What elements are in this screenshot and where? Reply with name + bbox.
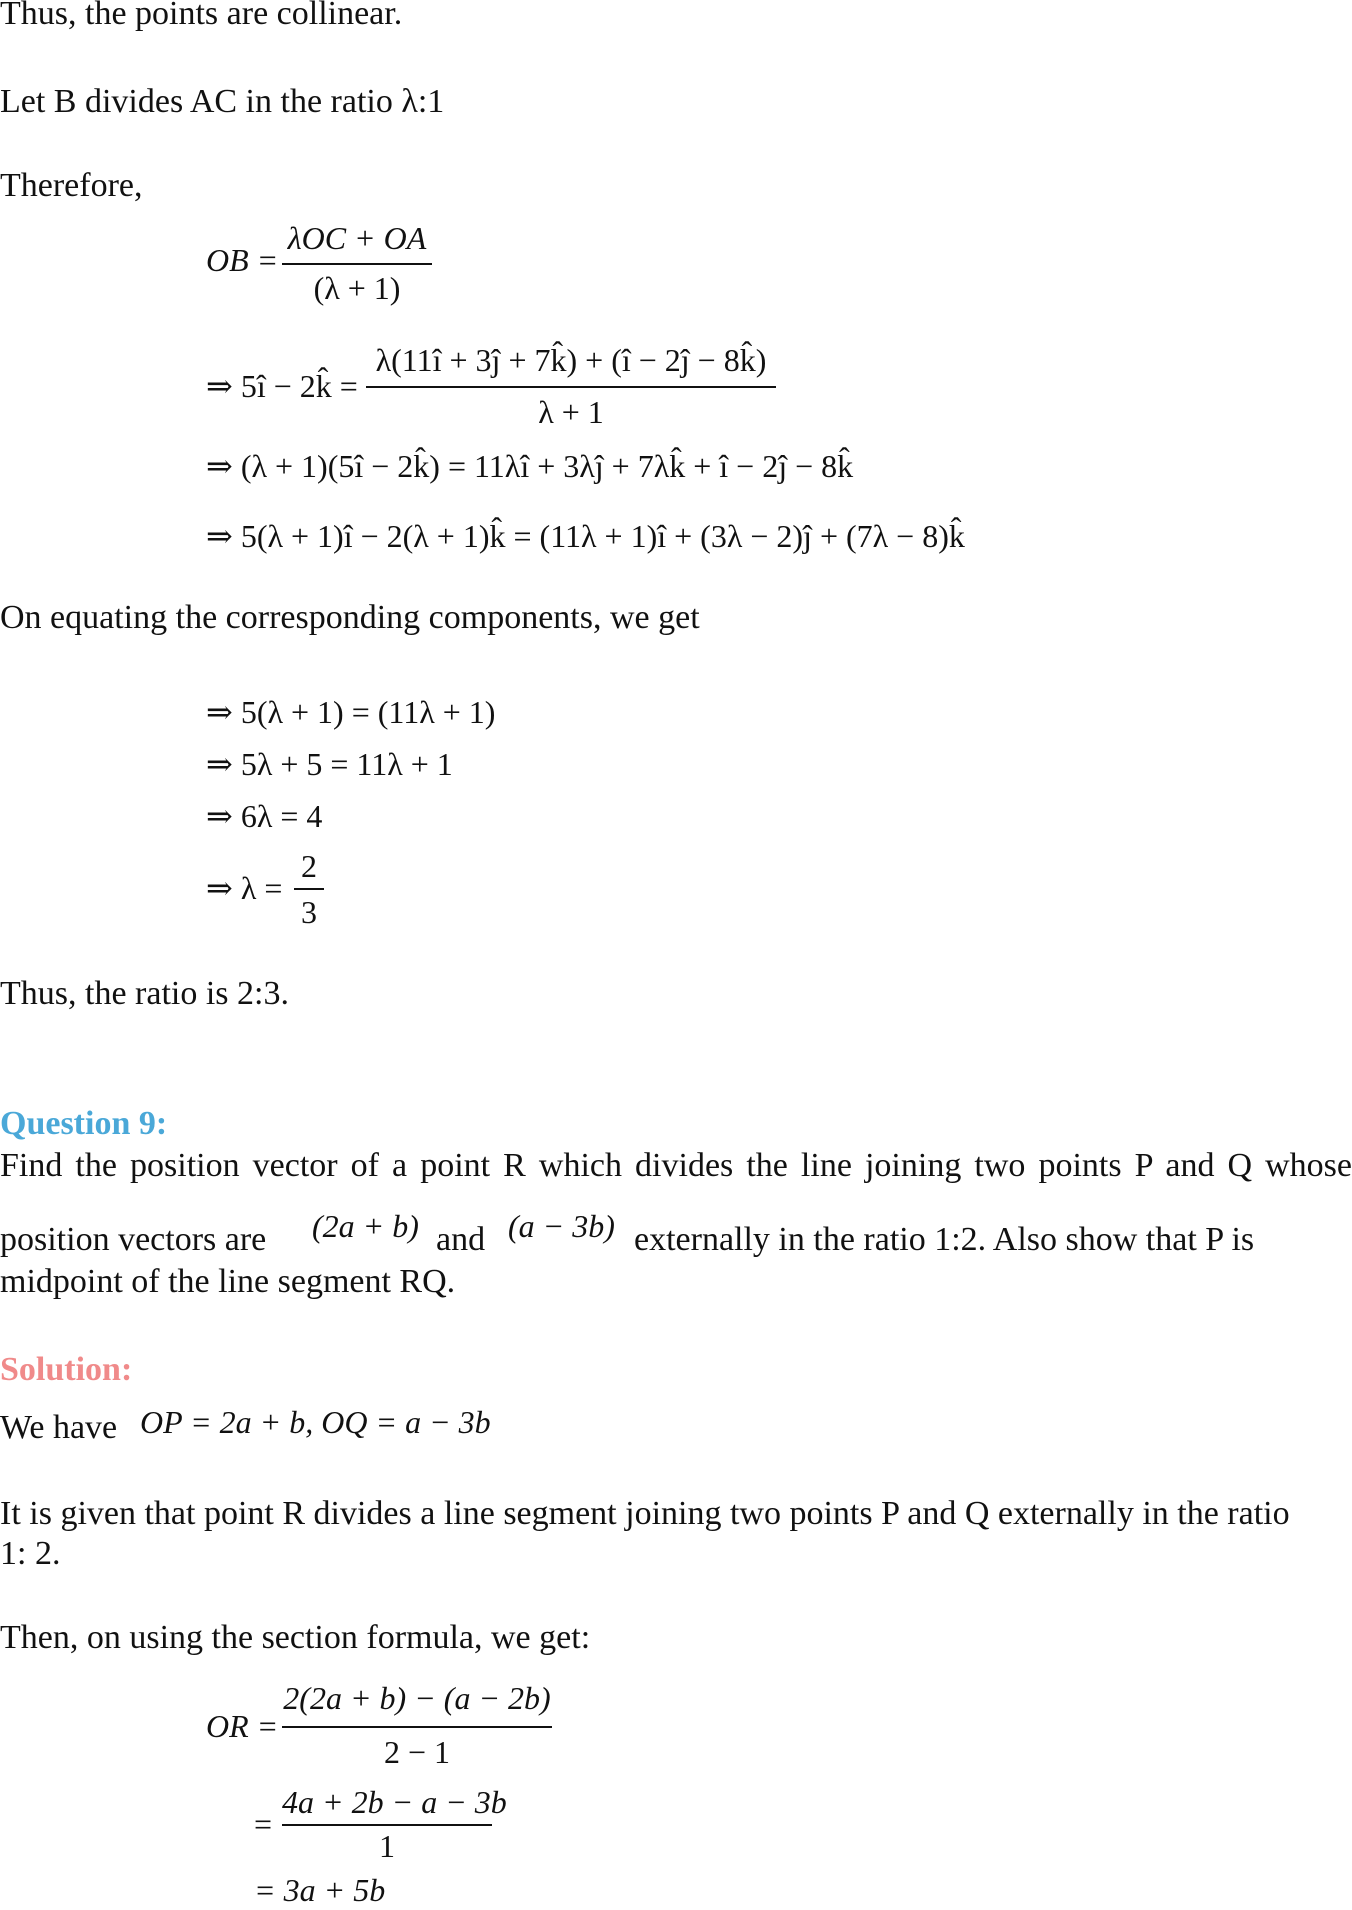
text-equating-components: On equating the corresponding components, we get [0, 599, 700, 636]
question-text-line2a: position vectors are [0, 1221, 267, 1258]
question-text-line1: Find the position vector of a point R which divides the line joining two points P and Q whose [0, 1147, 1352, 1184]
eq-lambda-step1: ⇒ 5(λ + 1) = (11λ + 1) [206, 694, 496, 730]
eq-lambda-step3: ⇒ 6λ = 4 [206, 798, 323, 834]
eq-step2-numerator: λ(11î + 3ĵ + 7k̂) + (î − 2ĵ − 8k̂) [375, 342, 767, 378]
text-ratio-assumption: Let B divides AC in the ratio λ:1 [0, 83, 445, 120]
fraction-bar [294, 888, 324, 890]
text-points-collinear: Thus, the points are collinear. [0, 0, 403, 32]
eq-step3: ⇒ (λ + 1)(5î − 2k̂) = 11λî + 3λĵ + 7λk̂ + î − 2ĵ − 8k̂ [206, 448, 854, 484]
eq-or-final: = 3a + 5b [254, 1872, 386, 1908]
fraction-bar [282, 1726, 552, 1728]
fraction-bar [366, 386, 776, 388]
eq-or-denominator: 2 − 1 [383, 1734, 451, 1770]
question-vector-p: (2a + b) [312, 1208, 419, 1244]
eq-step2-denominator: λ + 1 [538, 394, 604, 430]
solution-given-vectors: OP = 2a + b, OQ = a − 3b [140, 1404, 491, 1440]
question-text-line3: midpoint of the line segment RQ. [0, 1263, 456, 1300]
eq-lambda-step4-lhs: ⇒ λ = [206, 870, 283, 906]
question-heading: Question 9: [0, 1105, 168, 1142]
text-section-formula: Then, on using the section formula, we get: [0, 1619, 591, 1656]
solution-we-have: We have [0, 1409, 118, 1446]
eq-or-numerator: 2(2a + b) − (a − 2b) [283, 1680, 551, 1716]
eq-ob-lhs: OB = [206, 242, 279, 278]
text-therefore: Therefore, [0, 167, 143, 204]
eq-ob-numerator: λOC + OA [287, 220, 427, 256]
eq-lambda-step2: ⇒ 5λ + 5 = 11λ + 1 [206, 746, 453, 782]
question-text-line2b: externally in the ratio 1:2. Also show that P is [634, 1221, 1255, 1258]
text-ratio-value: 1: 2. [0, 1535, 61, 1572]
eq-or-equals: = [254, 1806, 273, 1842]
eq-lambda-denominator: 3 [301, 894, 317, 930]
solution-heading: Solution: [0, 1351, 133, 1388]
text-given-external-division: It is given that point R divides a line segment joining two points P and Q externally in the ratio [0, 1495, 1290, 1532]
eq-step4: ⇒ 5(λ + 1)î − 2(λ + 1)k̂ = (11λ + 1)î + (3λ − 2)ĵ + (7λ − 8)k̂ [206, 518, 965, 554]
eq-or-numerator2: 4a + 2b − a − 3b [282, 1784, 507, 1820]
fraction-bar [282, 263, 432, 265]
eq-or-denominator2: 1 [379, 1828, 395, 1864]
eq-step2-lhs: ⇒ 5î − 2k̂ = [206, 368, 358, 404]
eq-lambda-numerator: 2 [301, 848, 317, 884]
eq-ob-denominator: (λ + 1) [313, 270, 401, 306]
eq-or-lhs: OR = [206, 1708, 279, 1744]
question-and: and [436, 1221, 486, 1258]
text-ratio-result: Thus, the ratio is 2:3. [0, 975, 289, 1012]
question-vector-q: (a − 3b) [508, 1208, 615, 1244]
